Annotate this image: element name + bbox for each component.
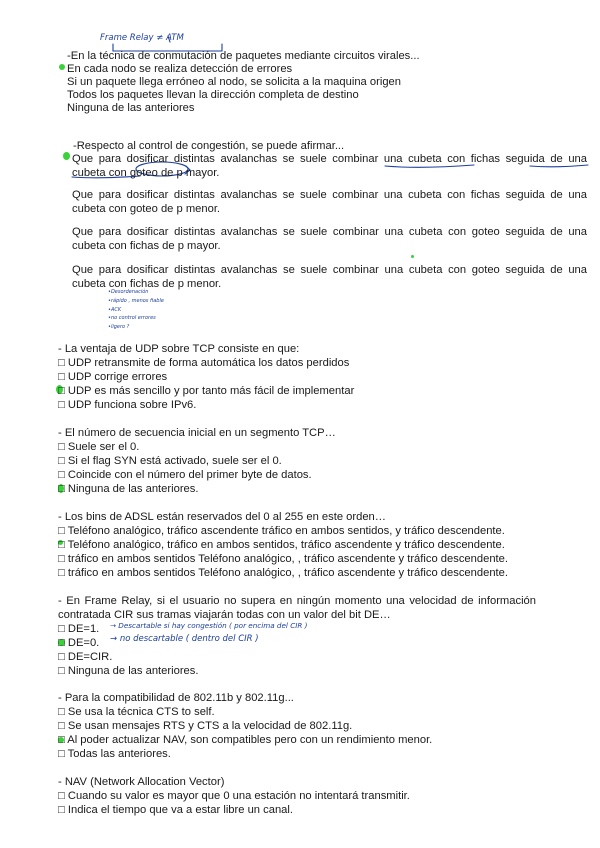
option-text: □ Cuando su valor es mayor que 0 una estación no intentará transmitir. xyxy=(58,790,410,802)
option-text: □ Se usan mensajes RTS y CTS a la velocidad de 802.11g. xyxy=(58,720,353,732)
annotation-note: •Desordenación xyxy=(108,289,149,295)
option-text: □ Se usa la técnica CTS to self. xyxy=(58,706,215,718)
answer-marker xyxy=(63,152,70,160)
option-text: □ Suele ser el 0. xyxy=(58,441,140,453)
annotation-de0: → no descartable ( dentro del CIR ) xyxy=(110,634,259,644)
question-text: - Los bins de ADSL están reservados del 0 al 255 en este orden… xyxy=(58,511,386,523)
annotation-de1: → Descartable si hay congestión ( por encima del CIR ) xyxy=(110,621,308,630)
option-text: Todos los paquetes llevan la dirección completa de destino xyxy=(67,89,359,101)
annotation-note: •rápido , menos fiable xyxy=(108,298,164,304)
option-text: Que para dosificar distintas avalanchas se suele combinar una cubeta con fichas seguida de una cubeta con goteo de p mayor. xyxy=(72,153,587,179)
option-text: □ UDP retransmite de forma automática los datos perdidos xyxy=(58,357,350,369)
question-text: - El número de secuencia inicial en un segmento TCP… xyxy=(58,427,336,439)
option-text: □ Teléfono analógico, tráfico en ambos sentidos, tráfico ascendente y tráfico descendente. xyxy=(58,539,505,551)
option-text: □ DE=1. xyxy=(58,623,100,635)
option-text: □ Al poder actualizar NAV, son compatibles pero con un rendimiento menor. xyxy=(58,734,433,746)
option-text: Si un paquete llega erróneo al nodo, se solicita a la maquina origen xyxy=(67,76,401,88)
option-text: □ UDP funciona sobre IPv6. xyxy=(58,399,197,411)
question-text: - NAV (Network Allocation Vector) xyxy=(58,776,225,788)
stray-marker xyxy=(411,255,414,258)
question-text: - Para la compatibilidad de 802.11b y 802.11g... xyxy=(58,692,294,704)
option-text: □ tráfico en ambos sentidos Teléfono analógico, , tráfico ascendente y tráfico descendente. xyxy=(58,567,508,579)
annotation-note: •ACK xyxy=(108,307,122,313)
option-text: En cada nodo se realiza detección de errores xyxy=(67,63,293,75)
option-text: □ Teléfono analógico, tráfico ascendente tráfico en ambos sentidos, y tráfico descendente. xyxy=(58,525,505,537)
annotation-note: •no control errores xyxy=(108,315,156,321)
option-text: □ UDP es más sencillo y por tanto más fácil de implementar xyxy=(58,385,355,397)
option-text: Que para dosificar distintas avalanchas se suele combinar una cubeta con goteo seguida de una cubeta con fichas de p mayor. xyxy=(72,226,587,252)
question-text: - En Frame Relay, si el usuario no supera en ningún momento una velocidad de información contratada CIR sus tramas viajarán todas con un valor del bit DE… xyxy=(58,595,536,621)
option-text: □ Ninguna de las anteriores. xyxy=(58,483,199,495)
option-text: Ninguna de las anteriores xyxy=(67,102,195,114)
option-text: □ Si el flag SYN está activado, suele ser el 0. xyxy=(58,455,282,467)
option-text: □ UDP corrige errores xyxy=(58,371,168,383)
option-text: □ Coincide con el número del primer byte de datos. xyxy=(58,469,312,481)
option-text: □ DE=0. xyxy=(58,637,100,649)
question-text: -En la técnica de conmutación de paquetes mediante circuitos virales... xyxy=(67,50,420,62)
annotation-note: •ligero ? xyxy=(108,324,130,330)
option-text: □ Indica el tiempo que va a estar libre un canal. xyxy=(58,804,293,816)
option-text: □ Todas las anteriores. xyxy=(58,748,171,760)
option-text: Que para dosificar distintas avalanchas se suele combinar una cubeta con fichas seguida de una cubeta con goteo de p menor. xyxy=(72,189,587,215)
question-text: - La ventaja de UDP sobre TCP consiste en que: xyxy=(58,343,300,355)
option-text: □ tráfico en ambos sentidos Teléfono analógico, , tráfico ascendente y tráfico descendente. xyxy=(58,553,508,565)
question-text: -Respecto al control de congestión, se puede afirmar... xyxy=(73,140,345,152)
option-text: □ DE=CIR. xyxy=(58,651,113,663)
answer-marker xyxy=(59,64,65,70)
option-text: Que para dosificar distintas avalanchas se suele combinar una cubeta con goteo seguida de una cubeta con fichas de p menor. xyxy=(72,264,587,290)
annotation-frame-relay-atm: Frame Relay ≠ ATM xyxy=(100,33,184,43)
option-text: □ Ninguna de las anteriores. xyxy=(58,665,199,677)
